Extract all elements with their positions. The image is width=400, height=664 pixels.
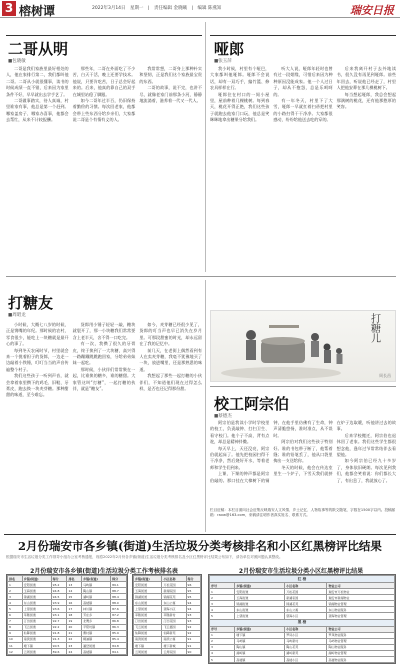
table-cell: 东山街道 — [134, 600, 162, 606]
table-cell: 3 — [210, 644, 235, 650]
table-cell: 上望街道 — [235, 613, 285, 619]
table-cell: 93.9 — [51, 600, 67, 606]
table-cell: 安阳街道 — [235, 589, 285, 595]
table-cell: 锦湖花苑 — [162, 594, 186, 600]
table-cell: 23 — [67, 643, 82, 649]
table-cell: 陶山镇 — [235, 644, 285, 650]
community-score-grid — [133, 575, 201, 655]
table-cell: 序号 — [210, 583, 235, 589]
table-cell: 24 — [67, 649, 82, 655]
table-cell: 芳庄乡 — [82, 612, 111, 618]
table-row — [8, 649, 127, 655]
table-cell: 89.1 — [111, 582, 127, 588]
table-cell: 瑞安市新湖物业 — [327, 595, 395, 601]
table-cell: 湖岭镇 — [82, 594, 111, 600]
table-cell: 云周家园 — [162, 649, 186, 655]
table-cell: 8 — [8, 624, 23, 630]
article-paragraph: 每天早上，天还没亮，阿宗伯就起床了。他先把校园扫得干干净净，然后烧好开水，等着老师和学生们到来。 — [210, 445, 270, 470]
table-cell: 92.2 — [51, 624, 67, 630]
table-row — [134, 649, 201, 655]
table-cell: 东山街道 — [22, 600, 51, 606]
table-cell: 86.8 — [111, 618, 127, 624]
article-paragraph: 二哥的故事，说不完，也讲不尽，就像老家门前那条小河，静静地流淌着，滋养着一代又一代人。 — [139, 85, 202, 104]
table-cell: 曹村镇 — [82, 630, 111, 636]
table-cell: 1 — [210, 632, 235, 638]
table-cell: 93.1 — [51, 612, 67, 618]
table-cell: 新湖家园 — [162, 588, 186, 594]
table-cell: 莘塍新村 — [162, 612, 186, 618]
table-cell: 90.5 — [51, 643, 67, 649]
table-cell: 汀田花园 — [162, 618, 186, 624]
table-cell: 14 — [67, 588, 82, 594]
article-paragraph: 冬天的时候，他会在传达室里生一个炉子，下雪天我们就挤在炉子边取暖，听他讲过去的故事。 — [273, 420, 396, 477]
table-cell: 物业公司 — [327, 626, 395, 632]
table-band-row — [210, 576, 395, 583]
page-number: 3 — [2, 1, 16, 16]
table-cell: 12 — [8, 649, 23, 655]
table-cell: 安阳街道 — [134, 582, 162, 588]
table-cell: 锦湖街道 — [134, 594, 162, 600]
table-cell: 3 — [8, 594, 23, 600]
article-paragraph: 二哥做事踏实，待人真诚，村里谁家有事，他总是第一个赶到。哪家盖房子、哪家办喜事，他都会去帮忙，从来不计较报酬。 — [6, 98, 69, 123]
article-paragraph: 后来学校搬迁，阿宗伯也退休回了老家。我们这些学生都很想念他，逢年过节常常结伴去看望他。 — [336, 432, 396, 458]
illustration-credit: 周长昌 — [379, 373, 391, 378]
table-cell: 94.8 — [51, 588, 67, 594]
article-paragraph: 阿宗伯是我读小学时学校里的校工，负责敲钟、打扫卫生、看守校门。他个子不高，背有点驼，却总是精神抖擞。 — [210, 420, 270, 445]
table-cell: 塘下新城 — [162, 643, 186, 649]
article-paragraph: 有一次，我攒了很久的牙膏皮，终于换到了一大块糖，高兴得一路蹦蹦跳跳跑回家，分给弟弟妹妹一起吃。 — [72, 341, 136, 366]
article-paragraph: 阿宗伯对我们这些孩子特别好。谁的书包带子断了，他帮着缝；谁的铅笔丢了，他从口袋里掏出一支送给你。 — [273, 439, 333, 464]
table-cell: 陶山镇 — [82, 588, 111, 594]
table-cell: 93.6 — [51, 606, 67, 612]
article-paragraph: 每到冬天农闲时节，村里就会来一个挑着担子的货郎，一边走一边敲着小铁锤，叮叮当当的声音传遍整个村子。 — [6, 347, 69, 372]
table-cell: 5 — [210, 613, 235, 619]
table-cell: 6 — [8, 612, 23, 618]
table-cell: 得分 — [51, 576, 67, 582]
table-cell: 万松花园 — [285, 589, 327, 595]
bottom-headline: 2月份瑞安市各乡镇(街道)生活垃圾分类考核排名和小区红黑榜评比结果 — [18, 539, 382, 553]
table-cell: 10 — [8, 636, 23, 642]
table-cell: 5 — [8, 606, 23, 612]
article-paragraph: 我们这些孩子一听到声音，就会拿着家里攒下的鸡毛、旧鞋、牙膏皮，跑去换一块麦芽糖。那种甜甜的味道，至今难忘。 — [6, 373, 69, 398]
article-paragraph: 二哥是我们家族里最好相处的人，他在家排行第二，我们都叫他二哥。二哥从小就很懂事，读书的时候成绩一直不错，后来因为家里条件不好，早早就出去学手艺了。 — [6, 66, 69, 97]
section-divider — [4, 534, 396, 535]
table-cell: 云周街道 — [134, 649, 162, 655]
table-cell: 91 — [186, 636, 200, 642]
article-body-erge — [6, 66, 202, 262]
column-notice: 栏目征稿：本栏目面向社会征集反映瑞安人文风情、乡土记忆、人物故事等的散文随笔，字数在1500字以内。投稿邮箱：raxw@163.com，来稿请注明作者真实姓名、联系方式。 — [210, 508, 396, 518]
table-cell: 2 — [8, 588, 23, 594]
table-cell: 马屿新村 — [285, 638, 327, 644]
table-cell: 得分 — [111, 576, 127, 582]
table-cell: 高楼镇 — [235, 657, 285, 663]
table-cell: 19 — [67, 618, 82, 624]
table-cell: 94 — [186, 600, 200, 606]
table-cell: 5 — [210, 657, 235, 663]
table-cell: 东山街道 — [235, 607, 285, 613]
table-cell: 94.5 — [51, 594, 67, 600]
table-cell: 湖岭新苑 — [285, 650, 327, 656]
illustration-figures — [211, 311, 397, 383]
title-rule — [6, 35, 202, 36]
table-cell: 望海小区 — [162, 606, 186, 612]
table-cell: 罗凤小区 — [285, 632, 327, 638]
table-cell: 1 — [8, 582, 23, 588]
article-byline-erge: ■包晓敏 — [8, 59, 26, 64]
table-cell: 91 — [186, 643, 200, 649]
table-cell: 得分 — [186, 576, 200, 582]
table-cell: 汀田街道 — [134, 618, 162, 624]
table-cell: 高楼物业服务 — [327, 657, 395, 663]
table-cell: 2 — [210, 595, 235, 601]
article-paragraph: 听大人说，哑郎年轻时也曾有过一段姻缘，可惜后来因为种种原因没能成家。他一个人过日子，却从不抱怨，总是乐呵呵的。 — [273, 66, 333, 97]
table-cell: 东山公寓 — [285, 607, 327, 613]
table-cell: 小区名称 — [285, 626, 327, 632]
table-cell: 21 — [67, 630, 82, 636]
table-cell: 9 — [8, 630, 23, 636]
table-cell: 马屿物业管理 — [327, 638, 395, 644]
table-cell: 飞云街道 — [134, 624, 162, 630]
illustration-calligraphy: 打糖儿 — [371, 314, 381, 345]
table-cell: 玉海街道 — [235, 595, 285, 601]
article-byline-azong: ■蔡德杰 — [214, 414, 232, 419]
table-cell: 锦湖花苑 — [285, 601, 327, 607]
table-cell: 序号 — [210, 626, 235, 632]
table-cell: 莘塍街道 — [134, 612, 162, 618]
table-cell: 乡镇(街道) — [82, 576, 111, 582]
table-cell: 88.4 — [111, 594, 127, 600]
article-title-azong: 校工阿宗伯 — [214, 395, 290, 413]
table-cell: 塘下镇 — [22, 643, 51, 649]
page-header — [0, 0, 400, 18]
table-band-row — [210, 619, 395, 626]
table-cell: 92.7 — [51, 618, 67, 624]
table-cell: 84.1 — [111, 649, 127, 655]
article-paragraph: 后来我离开村子去外地读书，很久没有再见到哑郎。前些年回去，听说他已经走了，村里人把他安葬在那几棵桃树下。 — [336, 66, 396, 91]
article-title-yalang: 哑郎 — [214, 40, 245, 58]
table-cell: 高楼镇 — [82, 600, 111, 606]
table-cell: 87.6 — [111, 606, 127, 612]
table-cell: 93 — [186, 612, 200, 618]
table-row — [210, 657, 395, 663]
article-paragraph: 那时候，小伙伴们常常聚在一起，比谁换的糖多，谁的糖甜。大家管这叫“打糖”，一起打糖的伙伴，就是“糖友”。 — [72, 366, 136, 392]
table-cell: 4 — [8, 600, 23, 606]
section-title: 榕树谭 — [19, 4, 56, 18]
article-paragraph: 如今二哥年过半百，仍旧保持着勤俭的习惯。每次回老家，他都会带上些东西分给乡亲们，大家都说二哥是个有情有义的人。 — [72, 98, 136, 123]
table-cell: 锦湖街道 — [235, 601, 285, 607]
column-divider — [205, 280, 206, 532]
table-cell: 90 — [186, 649, 200, 655]
article-paragraph: 每当想起哑郎，我总会想起那满树的桃花，还有他那憨厚的笑容。 — [336, 91, 396, 110]
table-cell: 马屿镇 — [235, 638, 285, 644]
table-cell: 15 — [67, 594, 82, 600]
article-paragraph: 如今，麦芽糖已经很少见了，货郎的叮当声也早已消失在岁月里。可那段甜蜜的时光，却永远留在了我的记忆中。 — [139, 322, 202, 347]
table-cell: 2 — [210, 638, 235, 644]
table-cell: 塘下镇 — [134, 643, 162, 649]
article-paragraph: 我小时候，村里有个哑巴，大家都叫他哑郎。哑郎不会说话，却有一双巧手，编竹篮、修农具样样在行。 — [210, 66, 270, 91]
newspaper-logo: 瑞安日报 — [350, 4, 394, 17]
article-body-azong — [210, 420, 396, 506]
table-cell: 7 — [8, 618, 23, 624]
left-table-title: 2月份瑞安市各乡镇(街道)生活垃圾分类工作考核排名表 — [30, 568, 178, 575]
table-cell: 乡镇(街道) — [235, 583, 285, 589]
table-cell: 85.4 — [111, 636, 127, 642]
table-cell: 小区名称 — [285, 583, 327, 589]
table-band-label: 红 榜 — [210, 576, 395, 583]
article-paragraph: 前几天，在老街上偶然看到有人在卖麦芽糖，我毫不犹豫地买了一块，放进嘴里，还是那熟悉的味道。 — [139, 347, 202, 372]
table-cell: 马屿镇 — [82, 582, 111, 588]
table-cell: 17 — [67, 606, 82, 612]
table-cell: 南滨公寓 — [162, 636, 186, 642]
table-cell: 84.8 — [111, 643, 127, 649]
table-cell: 罗凤物业服务 — [327, 632, 395, 638]
red-black-list-table — [208, 574, 396, 664]
table-cell: 桐浦镇 — [82, 636, 111, 642]
red-black-list-grid — [209, 575, 395, 663]
table-cell: 91.3 — [51, 636, 67, 642]
table-cell: 潘岱街道 — [82, 643, 111, 649]
table-cell: 物业公司 — [327, 583, 395, 589]
table-cell: 91.8 — [51, 630, 67, 636]
table-cell: 高楼小区 — [285, 657, 327, 663]
article-paragraph: 上课、下课的钟声都是阿宗伯敲的。那口挂在大樟树下的铜钟，在他手里仿佛有了生命，钟声清脆悠扬，准时准点，从不误时。 — [210, 420, 333, 483]
table-cell: 锦湖街道 — [22, 594, 51, 600]
ranking-table-grid — [7, 575, 127, 655]
table-cell: 85.9 — [111, 630, 127, 636]
table-cell: 4 — [210, 650, 235, 656]
table-cell: 1 — [210, 589, 235, 595]
table-cell: 新湖家园 — [285, 595, 327, 601]
table-cell: 86.3 — [111, 624, 127, 630]
table-cell: 陶山花苑 — [285, 644, 327, 650]
table-cell: 87.2 — [111, 612, 127, 618]
article-paragraph: 货郎用小锤子轻轻一敲，糖块就裂开了，那一小块糖我们常常要含上老半天，舍不得一口吃完。 — [72, 322, 136, 340]
column-divider — [205, 22, 206, 272]
right-table-title: 2月份瑞安市生活垃圾分类小区红黑榜评比结果 — [238, 568, 364, 575]
table-cell: 仙降街道 — [22, 630, 51, 636]
table-cell: 上望街道 — [134, 606, 162, 612]
table-band-label: 黑 榜 — [210, 619, 395, 626]
table-cell: 湖岭镇 — [235, 650, 285, 656]
table-cell: 东山公寓 — [162, 600, 186, 606]
article-paragraph: 那些年，二哥在外面吃了不少苦，白天干活，晚上还要学技术。他说，只要肯吃苦，日子总会好起来的。后来，他真的靠自己的双手在城里站稳了脚跟。 — [72, 66, 136, 97]
table-cell: 89.6 — [51, 649, 67, 655]
article-paragraph: 我常常想，二哥身上那种朴实和坚韧，正是我们这个家族最宝贵的东西。 — [139, 66, 202, 84]
article-body-yalang — [210, 66, 396, 272]
table-cell: 高楼镇 — [82, 649, 111, 655]
table-cell: 3 — [210, 601, 235, 607]
article-title-erge: 二哥从明 — [8, 40, 69, 58]
article-paragraph: 有一年冬天，村里下了大雪，哑郎一早就扛着扫帚把村里的小路扫得干干净净。大家都很感动，纷纷给他送去吃的穿的。 — [273, 98, 333, 123]
table-cell: 玉海街道 — [134, 588, 162, 594]
table-cell: 乡镇(街道) — [134, 576, 162, 582]
table-cell: 南滨街道 — [134, 636, 162, 642]
table-cell: 16 — [67, 600, 82, 606]
table-cell: 莘塍街道 — [22, 612, 51, 618]
table-cell: 安阳街道 — [22, 582, 51, 588]
article-byline-yalang: ■张玉萍 — [214, 59, 232, 64]
table-cell: 96 — [186, 582, 200, 588]
table-cell: 仙降街道 — [134, 630, 162, 636]
table-cell: 13 — [67, 582, 82, 588]
table-cell: 乡镇(街道) — [235, 626, 285, 632]
community-score-table — [132, 574, 202, 656]
table-cell: 塘下镇 — [235, 632, 285, 638]
article-paragraph: 哑郎住在村口的一间小屋里，屋前种着几棵桃树。每到春天，桃花开得正艳，我们这些孩子就跑去他家门口玩，他总是笑眯眯地拿出糖果分给我们。 — [210, 91, 270, 123]
table-cell: 乡镇(街道) — [22, 576, 51, 582]
table-cell: 92 — [186, 630, 200, 636]
table-cell: 排名 — [67, 576, 82, 582]
table-cell: 93 — [186, 618, 200, 624]
ranking-table — [6, 574, 128, 656]
table-cell: 万松花园 — [162, 582, 186, 588]
table-cell: 玉海街道 — [22, 588, 51, 594]
issue-meta: 2022年3月14日 星期一 | 责任编辑 金晓曦 | 编辑 陈燕知 — [92, 6, 222, 11]
illustration-candy-making — [210, 310, 396, 382]
table-cell: 20 — [67, 624, 82, 630]
article-paragraph: 我想起了那些一起打糖的小伙伴们，不知道他们现在过得怎么样，是否也还记得那份甜。 — [139, 373, 202, 392]
table-cell: 南滨街道 — [22, 636, 51, 642]
table-cell: 飞云街道 — [22, 624, 51, 630]
table-cell: 排名 — [8, 576, 23, 582]
table-cell: 陶山物业服务 — [327, 644, 395, 650]
table-cell: 望海物业管理 — [327, 613, 395, 619]
section-divider — [6, 276, 396, 277]
section-divider — [210, 386, 396, 387]
table-cell: 林川镇 — [82, 606, 111, 612]
table-cell: 锦湖物业管理 — [327, 601, 395, 607]
table-cell: 汀田街道 — [22, 618, 51, 624]
article-title-tangtang: 打糖友 — [8, 294, 54, 312]
table-cell: 平阳坑镇 — [82, 624, 111, 630]
table-cell: 18 — [67, 612, 82, 618]
table-cell: 22 — [67, 636, 82, 642]
article-paragraph: 如今阿宗伯已经九十多岁了，身体依旧硬朗。每次见到我们，他都会笑着说：你们都长大了，有出息了，我就放心了。 — [336, 458, 396, 483]
table-cell: 望海小区 — [285, 613, 327, 619]
table-cell: 小区名称 — [162, 576, 186, 582]
table-cell: 云周街道 — [22, 649, 51, 655]
table-cell: 北麂乡 — [82, 618, 111, 624]
article-byline-tangtang: ■周昭龙 — [8, 313, 26, 318]
title-rule — [210, 35, 396, 36]
table-cell: 仙降新苑 — [162, 630, 186, 636]
article-body-tangtang — [6, 322, 202, 530]
table-cell: 88.7 — [111, 588, 127, 594]
table-cell: 94 — [186, 606, 200, 612]
table-cell: 95 — [186, 588, 200, 594]
table-cell: 瑞安市万松物业 — [327, 589, 395, 595]
table-cell: 湖岭物业管理 — [327, 650, 395, 656]
article-paragraph: 小时候，大概七八岁的时候，正是馋嘴的年纪。那时候的农村，零食很少，能吃上一块糖就是最开心的事了。 — [6, 322, 69, 347]
table-cell: 4 — [210, 607, 235, 613]
table-cell: 飞云嘉园 — [162, 624, 186, 630]
table-cell: 上望街道 — [22, 606, 51, 612]
table-cell: 11 — [8, 643, 23, 649]
table-cell: 95 — [186, 594, 200, 600]
table-cell: 88.0 — [111, 600, 127, 606]
bottom-intro: 根据瑞安市生活垃圾分类工作领导小组办公室考核通报，现将2022年2月份各乡镇(街道)生活垃圾分类考核排名及小区红黑榜评比结果公布如下，请各单位对照问题认真整改。 — [6, 555, 283, 559]
table-cell: 东山物业服务 — [327, 607, 395, 613]
table-cell: 95.2 — [51, 582, 67, 588]
table-cell: 92 — [186, 624, 200, 630]
